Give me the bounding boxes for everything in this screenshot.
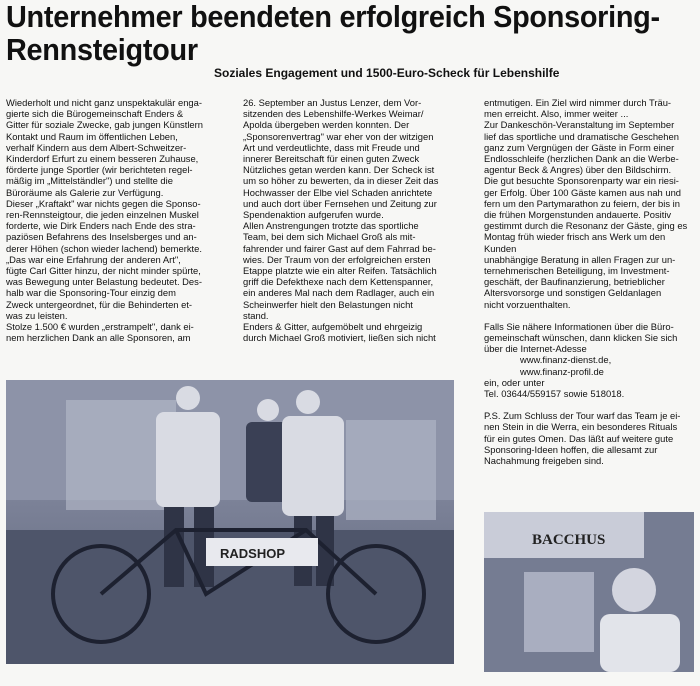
photo-scene [6,380,454,664]
column1-line: Kontakt und Raum im öffentlichen Leben, [6,130,178,142]
column3_b-line: Falls Sie nähere Informationen über die Büro- [484,320,674,332]
column3_a-line: ganz zum Vergnügen der Gäste in Form einer [484,141,675,153]
headline-line-2: Rennsteigtour [6,32,198,67]
column3_a-line: nicht vorzuenthalten. [484,298,571,310]
contact-line-2: Tel. 03644/559157 sowie 518018. [484,388,625,400]
column2-line: Art und verdeutlichte, dass mit Freude und [243,141,420,153]
column2-line: Hochwasser der Elbe viel Schaden anrichtete [243,186,433,198]
column1-line: Dieser „Kraftakt" war nichts gegen die Sponso- [6,197,201,209]
article-column-1 [6,97,228,343]
column3_a-line: fern um den Partymarathon zu feiern, der bis in [484,197,680,209]
column3_a-line: Zur Dankeschön-Veranstaltung im September [484,119,675,131]
article-column-3 [484,97,694,466]
column1-line: gierte sich die Bürogemeinschaft Enders & [6,108,184,120]
column3_a-line: gestimmt durch die Resonanz der Gäste, ging es [484,220,688,232]
column1-line: Zweck untergeordnet, für die Behinderten et- [6,298,193,310]
bike-sign-text: RADSHOP [220,546,286,561]
column2-line: innerer Bereitschaft für einen guten Zweck [243,153,420,165]
column2-line: griff die Defekthexe nach dem Kettenspanner, [243,276,434,288]
team-tandem-photo [6,380,454,664]
column3_b-line: über die Internet-Adesse [484,343,587,355]
column3_a-line: entmutigen. Ein Ziel wird nimmer durch Träu- [484,97,672,108]
column3_a-line: ger Erfolg. Über 100 Gäste kamen aus nah und [484,186,681,198]
column2-line: Enders & Gitter, aufgemöbelt und ehrgeizig [243,321,423,333]
column2-line: Scheinwerfer hielt den Belastungen nicht [243,298,413,310]
column2-line: wies. Der Traum von der erfolgreichen ersten [243,253,431,265]
column3_c-line: P.S. Zum Schluss der Tour warf das Team je ei- [484,410,681,422]
article-headline [6,0,660,67]
column2-line: Etappe platzte wie ein alter Reifen. Tatsächlich [243,265,437,277]
article-subheadline: Soziales Engagement und 1500-Euro-Scheck für Lebenshilfe [214,66,560,80]
column3_c-line: nen Stein in die Werra, ein besonderes Rituals [484,421,678,433]
column1-line: Gitter für soziale Zwecke, gab jungen Künstlern [6,119,203,131]
column1-line: verhalf Kindern aus dem Albert-Schweitzer- [6,141,187,153]
column3_a-line: die frühen Morgenstunden andauerte. Positiv [484,209,672,221]
column1-line: förderte junge Sportler (wir berichteten regel- [6,164,193,176]
link-finanz-profil[interactable]: www.finanz-profil.de [520,365,604,377]
column2-line: Apolda übergeben werden konnten. Der [243,119,410,131]
column1-line: was zu leisten. [6,309,68,321]
photo-scene-bacchus [484,512,694,672]
column1-line: derer Höhen (schon wieder lachend) bemerkte. [6,242,202,254]
column3_a-line: Kunden [484,242,517,254]
column2-line: Allen Anstrengungen trotzte das sportliche [243,220,419,232]
column1-line: Stolze 1.500 € wurden „erstrampelt", dank ei- [6,321,194,333]
column1-line: Wiederholt und nicht ganz unspektakulär enga- [6,97,202,108]
link-finanz-dienst[interactable]: www.finanz-dienst.de, [520,354,612,366]
column2-line: 26. September an Justus Lenzer, dem Vor- [243,97,422,108]
bacchus-photo [484,512,694,672]
column3_a-line: Die gut besuchte Sponsorenparty war ein riesi- [484,175,679,187]
column1-line: mäßig im „Mittelständler") und stellte die [6,175,173,187]
column3_a-line: Endlosschleife (herzlichen Dank an die Werbe- [484,153,679,165]
column3_a-line: unabhängige Beratung in allen Fragen zur un- [484,253,676,265]
column1-line: was Bewegung unter Belastung bedeutet. Des- [6,276,202,288]
column3-text-b [484,321,694,355]
column1-line: Büroräume als Galerie zur Verfügung. [6,186,164,198]
bacchus-sign-text: BACCHUS [532,532,606,548]
column1-line: ren-Rennsteigtour, die jeden einzelnen Muskel [6,209,199,221]
column1-line: halb war die Sponsoring-Tour einzig dem [6,287,176,299]
column3_c-line: für ein gutes Omen. Das läßt auf weitere gute [484,432,674,444]
column2-line: und auch dort über Fernsehen und Zeitung zur [243,197,437,209]
column2-line: Team, bei dem sich Michael Groß als mit- [243,231,416,243]
column3_c-line: Nachahmung freigeben sind. [484,455,604,467]
column2-line: fahrender und fairer Gast auf dem Fahrrad be- [243,242,436,254]
column3_a-line: Montag früh wieder frisch ans Werk um den [484,231,666,243]
column1-line: nem herzlichen Dank an alle Sponsoren, am [6,332,191,344]
column3_a-line: agentur Beck & Angres) über den Bildschirm. [484,164,672,176]
column1-line: fügte Carl Gitter hinzu, der nicht minder spürte, [6,265,201,277]
column2-line: Nützliches getan werden kann. Der Scheck ist [243,164,435,176]
contact-line-1: ein, oder unter [484,376,545,388]
column2-line: um so höher zu bewerten, da in dieser Zeit das [243,175,439,187]
column3_b-line: gemeinschaft wünschen, dann klicken Sie sich [484,332,678,344]
column2-line: „Sponsorenvertrag" war eher von der witzigen [243,130,434,142]
column3_a-line: geschäft, der Baufinanzierung, betrieblicher [484,276,665,288]
column1-line: forderte, wie Dirk Enders nach Ende des stra- [6,220,196,232]
column3_a-line: lief das sportliche und dramatische Geschehen [484,130,679,142]
article-column-2 [243,97,465,343]
column2-line: Spendenaktion aufgerufen wurde. [243,209,384,221]
column1-line: Kinderdorf Erfurt zu einem besseren Zuhause, [6,153,199,165]
column1-line: „Das war eine Erfahrung der anderen Art", [6,253,181,265]
column2-line: durch Michael Groß motiviert, ließen sich nicht [243,332,436,344]
column3-text-c [484,410,694,466]
column2-line: ein anderes Mal nach dem Radlager, auch ein [243,287,435,299]
column1-line: paziösen Befahrens des Inselsberges und an- [6,231,197,243]
column3_a-line: Altersvorsorge und sonstigen Geldanlagen [484,287,662,299]
column3-text-a [484,97,694,310]
column2-line: stand. [243,309,269,321]
column3_c-line: Sponsoring-Ideen hoffen, die allesamt zur [484,443,658,455]
headline-line-1: Unternehmer beendeten erfolgreich Sponsoring- [6,0,660,34]
column3_a-line: ternehmerischen Beteiligung, im Investment- [484,265,670,277]
column3_a-line: men erreicht. Also, immer weiter ... [484,108,629,120]
column2-line: sitzenden des Lebenshilfe-Werkes Weimar/ [243,108,424,120]
